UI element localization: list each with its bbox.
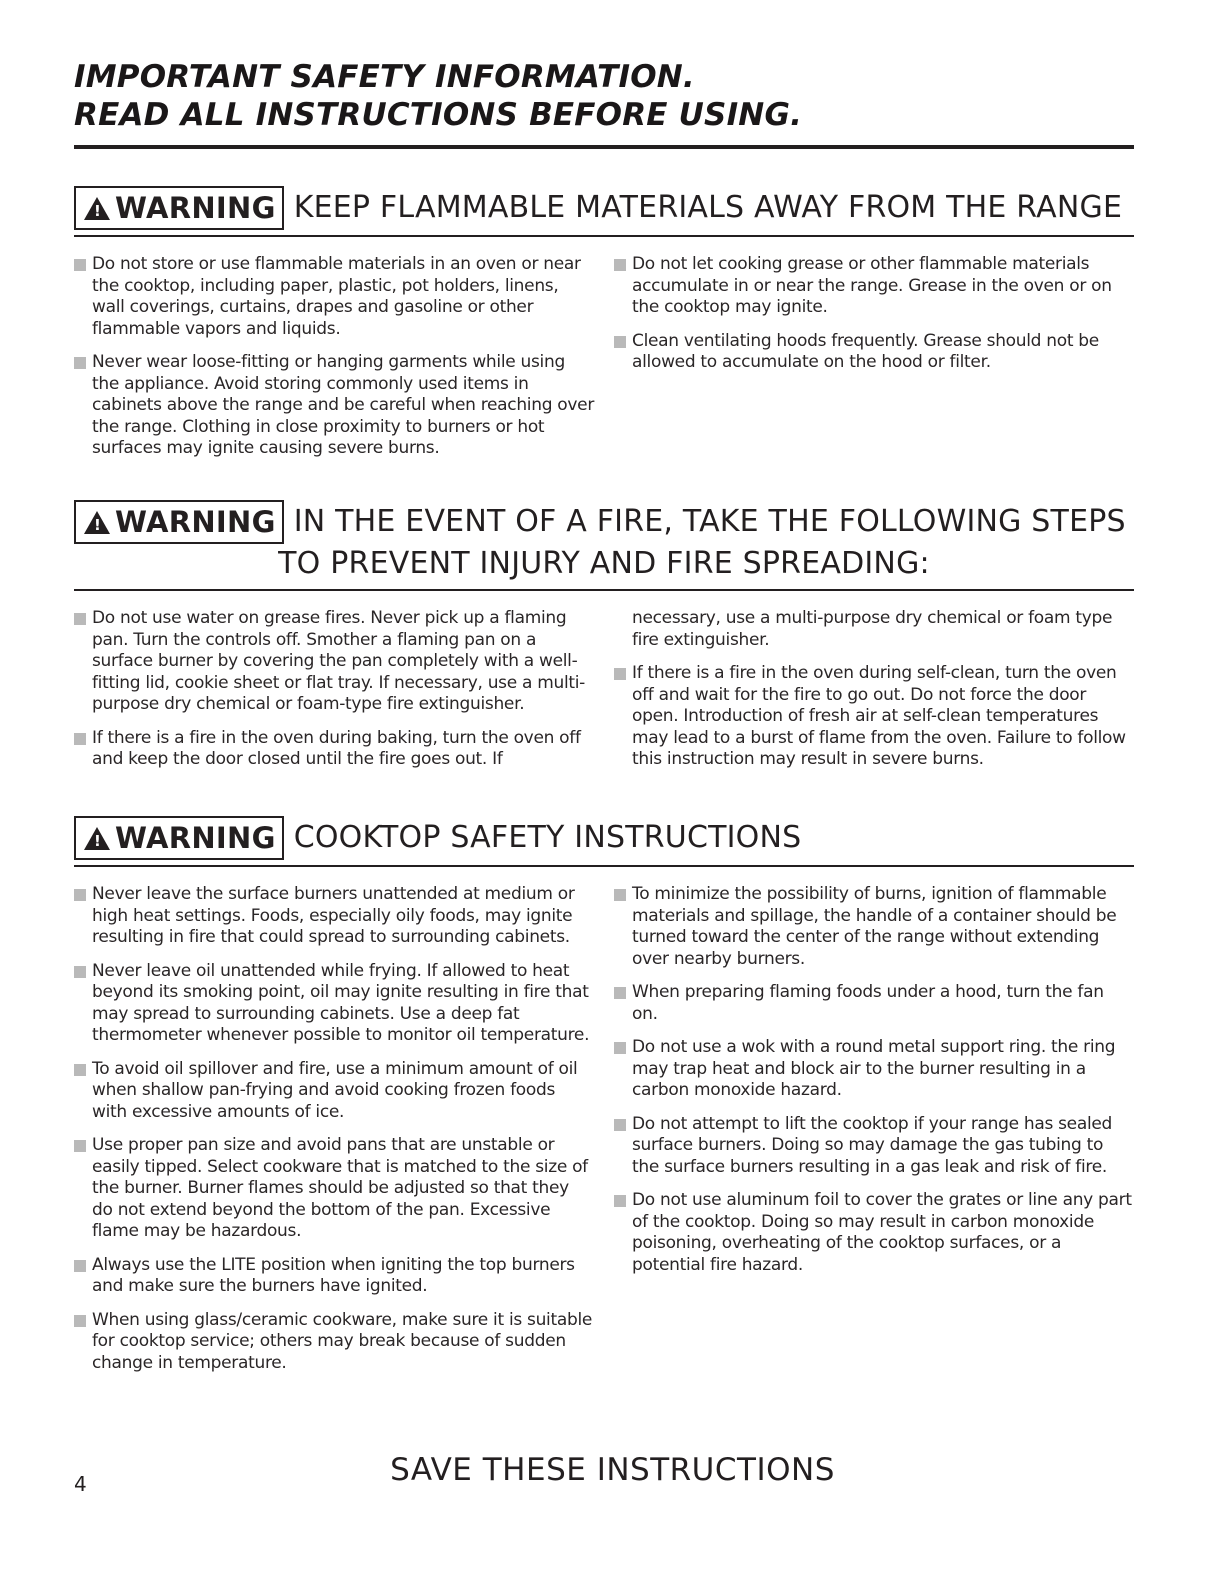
section-fire: [74, 500, 1134, 783]
warning-triangle-icon: [84, 511, 110, 534]
page-number: 4: [74, 1472, 87, 1496]
square-bullet-icon: [74, 259, 86, 271]
square-bullet-icon: [614, 987, 626, 999]
section-columns: [74, 608, 1134, 783]
page-header: [74, 58, 1134, 134]
list-item: If there is a fire in the oven during baking, turn the oven off and keep the door closed until the fire goes out. If: [74, 728, 594, 771]
list-item: Never leave the surface burners unattended at medium or high heat settings. Foods, especially oily foods, may ignite resulting in fire that could spread to surrounding cabinets.: [74, 884, 594, 949]
list-item: Never leave oil unattended while frying. If allowed to heat beyond its smoking point, oil may ignite resulting in fire that may spread to surrounding cabinets. Use a deep fat thermometer whenever possible to monitor oil temperature.: [74, 961, 594, 1047]
square-bullet-icon: [614, 259, 626, 271]
warning-label: WARNING: [115, 821, 276, 855]
section-columns: [74, 254, 1134, 472]
right-column: [614, 608, 1134, 783]
warning-label: WARNING: [115, 191, 276, 225]
list-item: When preparing flaming foods under a hood, turn the fan on.: [614, 982, 1134, 1025]
section-rule: [74, 589, 1134, 591]
warning-triangle-icon: [84, 197, 110, 220]
square-bullet-icon: [614, 1042, 626, 1054]
left-column: [74, 254, 594, 472]
square-bullet-icon: [614, 889, 626, 901]
list-item: To minimize the possibility of burns, ignition of flammable materials and spillage, the handle of a container should be turned toward the center of the range without extending over nearby burners.: [614, 884, 1134, 970]
list-item: Use proper pan size and avoid pans that are unstable or easily tipped. Select cookware that is matched to the size of the burner. Burner flames should be adjusted so that they do not extend beyond the bottom of the pan. Excessive flame may be hazardous.: [74, 1135, 594, 1243]
list-item: Never wear loose-fitting or hanging garments while using the appliance. Avoid storing commonly used items in cabinets above the range and be careful when reaching over the range. Clothing in close proximity to burners or hot surfaces may ignite causing severe burns.: [74, 352, 594, 460]
section-columns: [74, 884, 1134, 1386]
list-item: Always use the LITE position when igniting the top burners and make sure the burners have ignited.: [74, 1255, 594, 1298]
section-cooktop: [74, 816, 1134, 1386]
section-rule: [74, 235, 1134, 237]
square-bullet-icon: [74, 1064, 86, 1076]
list-item: Do not use water on grease fires. Never pick up a flaming pan. Turn the controls off. Smother a flaming pan on a surface burner by covering the pan completely with a well-fitting lid, cookie sheet or flat tray. If necessary, use a multi-purpose dry chemical or foam-type fire extinguisher.: [74, 608, 594, 716]
section-title: KEEP FLAMMABLE MATERIALS AWAY FROM THE RANGE: [293, 190, 1123, 225]
header-line-2: READ ALL INSTRUCTIONS BEFORE USING.: [74, 97, 803, 133]
right-column: [614, 254, 1134, 472]
warning-label: WARNING: [115, 505, 276, 539]
left-column: [74, 608, 594, 783]
square-bullet-icon: [74, 1315, 86, 1327]
section-heading: [74, 186, 1134, 230]
list-item: Do not attempt to lift the cooktop if your range has sealed surface burners. Doing so may damage the gas tubing to the surface burners resulting in a gas leak and risk of fire.: [614, 1114, 1134, 1179]
list-item: Clean ventilating hoods frequently. Grease should not be allowed to accumulate on the hood or filter.: [614, 331, 1134, 374]
list-item: Do not use a wok with a round metal support ring. the ring may trap heat and block air to the burner resulting in a carbon monoxide hazard.: [614, 1037, 1134, 1102]
square-bullet-icon: [74, 1260, 86, 1272]
square-bullet-icon: [74, 966, 86, 978]
warning-triangle-icon: [84, 827, 110, 850]
right-column: [614, 884, 1134, 1386]
square-bullet-icon: [74, 613, 86, 625]
square-bullet-icon: [614, 1195, 626, 1207]
list-item: If there is a fire in the oven during self-clean, turn the oven off and wait for the fire to go out. Do not force the door open. Introduction of fresh air at self-clean temperatures may lead to a burst of flame from the oven. Failure to follow this instruction may result in severe burns.: [614, 663, 1134, 771]
section-title: IN THE EVENT OF A FIRE, TAKE THE FOLLOWING STEPS: [293, 504, 1126, 539]
section-heading: [74, 816, 1134, 860]
list-item-continuation: necessary, use a multi-purpose dry chemical or foam type fire extinguisher.: [632, 608, 1113, 650]
header-line-1: IMPORTANT SAFETY INFORMATION.: [74, 59, 695, 95]
square-bullet-icon: [614, 1119, 626, 1131]
square-bullet-icon: [614, 668, 626, 680]
square-bullet-icon: [74, 1140, 86, 1152]
list-item: When using glass/ceramic cookware, make sure it is suitable for cooktop service; others may break because of sudden change in temperature.: [74, 1310, 594, 1375]
square-bullet-icon: [74, 889, 86, 901]
list-item: To avoid oil spillover and fire, use a minimum amount of oil when shallow pan-frying and avoid cooking frozen foods with excessive amounts of ice.: [74, 1059, 594, 1124]
section-rule: [74, 865, 1134, 867]
list-item: Do not use aluminum foil to cover the grates or line any part of the cooktop. Doing so may result in carbon monoxide poisoning, overheating of the cooktop surfaces, or a potential fire hazard.: [614, 1190, 1134, 1276]
list-item: Do not store or use flammable materials in an oven or near the cooktop, including paper, plastic, pot holders, linens, wall coverings, curtains, drapes and gasoline or other flammable vapors and liquids.: [74, 254, 594, 340]
left-column: [74, 884, 594, 1386]
section-title-line-2: TO PREVENT INJURY AND FIRE SPREADING:: [278, 546, 930, 581]
warning-badge: [74, 816, 284, 860]
square-bullet-icon: [74, 733, 86, 745]
section-flammable: [74, 186, 1134, 472]
warning-badge: [74, 186, 284, 230]
section-title: COOKTOP SAFETY INSTRUCTIONS: [293, 820, 802, 855]
square-bullet-icon: [614, 336, 626, 348]
warning-badge: [74, 500, 284, 544]
header-rule: [74, 145, 1134, 149]
section-heading: [74, 500, 1134, 584]
list-item: Do not let cooking grease or other flammable materials accumulate in or near the range. Grease in the oven or on the cooktop may ignite.: [614, 254, 1134, 319]
square-bullet-icon: [74, 357, 86, 369]
save-instructions-note: SAVE THESE INSTRUCTIONS: [390, 1452, 835, 1488]
